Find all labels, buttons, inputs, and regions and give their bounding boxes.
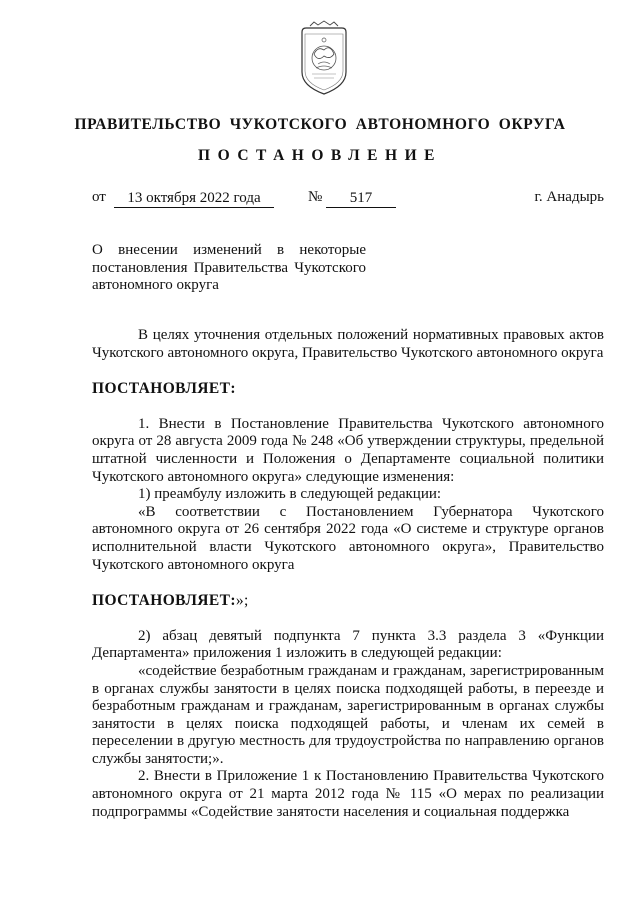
number-value-wrap bbox=[326, 189, 396, 208]
quoted-resolves-heading bbox=[92, 592, 604, 610]
dateline bbox=[92, 189, 604, 211]
document-date: 13 октября 2022 года bbox=[114, 189, 274, 208]
item-1-2-quote: «содействие безработным гражданам и гражданам, зарегистрированным в органах службы занятости в целях поиска подходящей работы, в переезде и безработным гражданам и гражданам, зарегистрированным в органах службы занятости в целях поиска подходящей работы, и членам их семей в переселении в другую местность для трудоустройства по направлению органов службы занятости;». bbox=[92, 662, 604, 767]
government-title: ПРАВИТЕЛЬСТВО ЧУКОТСКОГО АВТОНОМНОГО ОКРУГА bbox=[74, 116, 566, 133]
quoted-resolves-tail: »; bbox=[235, 592, 249, 610]
item-1-1-paragraph: 1) преамбулу изложить в следующей редакции: bbox=[138, 486, 442, 503]
coat-of-arms-icon bbox=[296, 20, 352, 100]
resolves-heading: ПОСТАНОВЛЯЕТ: bbox=[92, 380, 236, 398]
date-prefix: от bbox=[92, 189, 106, 205]
document-type: ПОСТАНОВЛЕНИЕ bbox=[198, 147, 442, 164]
number-label: № bbox=[308, 189, 323, 205]
document-place: г. Анадырь bbox=[534, 189, 604, 205]
preamble-paragraph: В целях уточнения отдельных положений нормативных правовых актов Чукотского автономного округа, Правительство Чукотского автономного округа bbox=[92, 327, 604, 361]
document-number: 517 bbox=[326, 189, 396, 208]
subject-text: О внесении изменений в некоторые постановления Правительства Чукотского автономного округа bbox=[92, 242, 366, 293]
date-value-wrap bbox=[114, 189, 274, 208]
quoted-resolves-word: ПОСТАНОВЛЯЕТ: bbox=[92, 592, 236, 610]
document-body bbox=[92, 327, 604, 821]
item-1-paragraph: 1. Внести в Постановление Правительства Чукотского автономного округа от 28 августа 2009 года № 248 «Об утверждении структуры, предельной штатной численности и Положения о Департаменте социальной политики Чукотского автономного округа» следующие изменения: bbox=[92, 415, 604, 485]
item-2-paragraph: 2. Внести в Приложение 1 к Постановлению Правительства Чукотского автономного округа от 21 марта 2012 года № 115 «О мерах по реализации подпрограммы «Содействие занятости населения и социальная поддержка bbox=[92, 768, 604, 820]
item-1-1-quote: «В соответствии с Постановлением Губернатора Чукотского автономного округа от 26 сентября 2022 года «О системе и структуре органов исполнительной власти Чукотского автономного округа», Правительство Чукотского автономного округа bbox=[92, 503, 604, 573]
item-1-2-paragraph: 2) абзац девятый подпункта 7 пункта 3.3 раздела 3 «Функции Департамента» приложения 1 изложить в следующей редакции: bbox=[92, 627, 604, 662]
document-subject bbox=[92, 242, 366, 295]
